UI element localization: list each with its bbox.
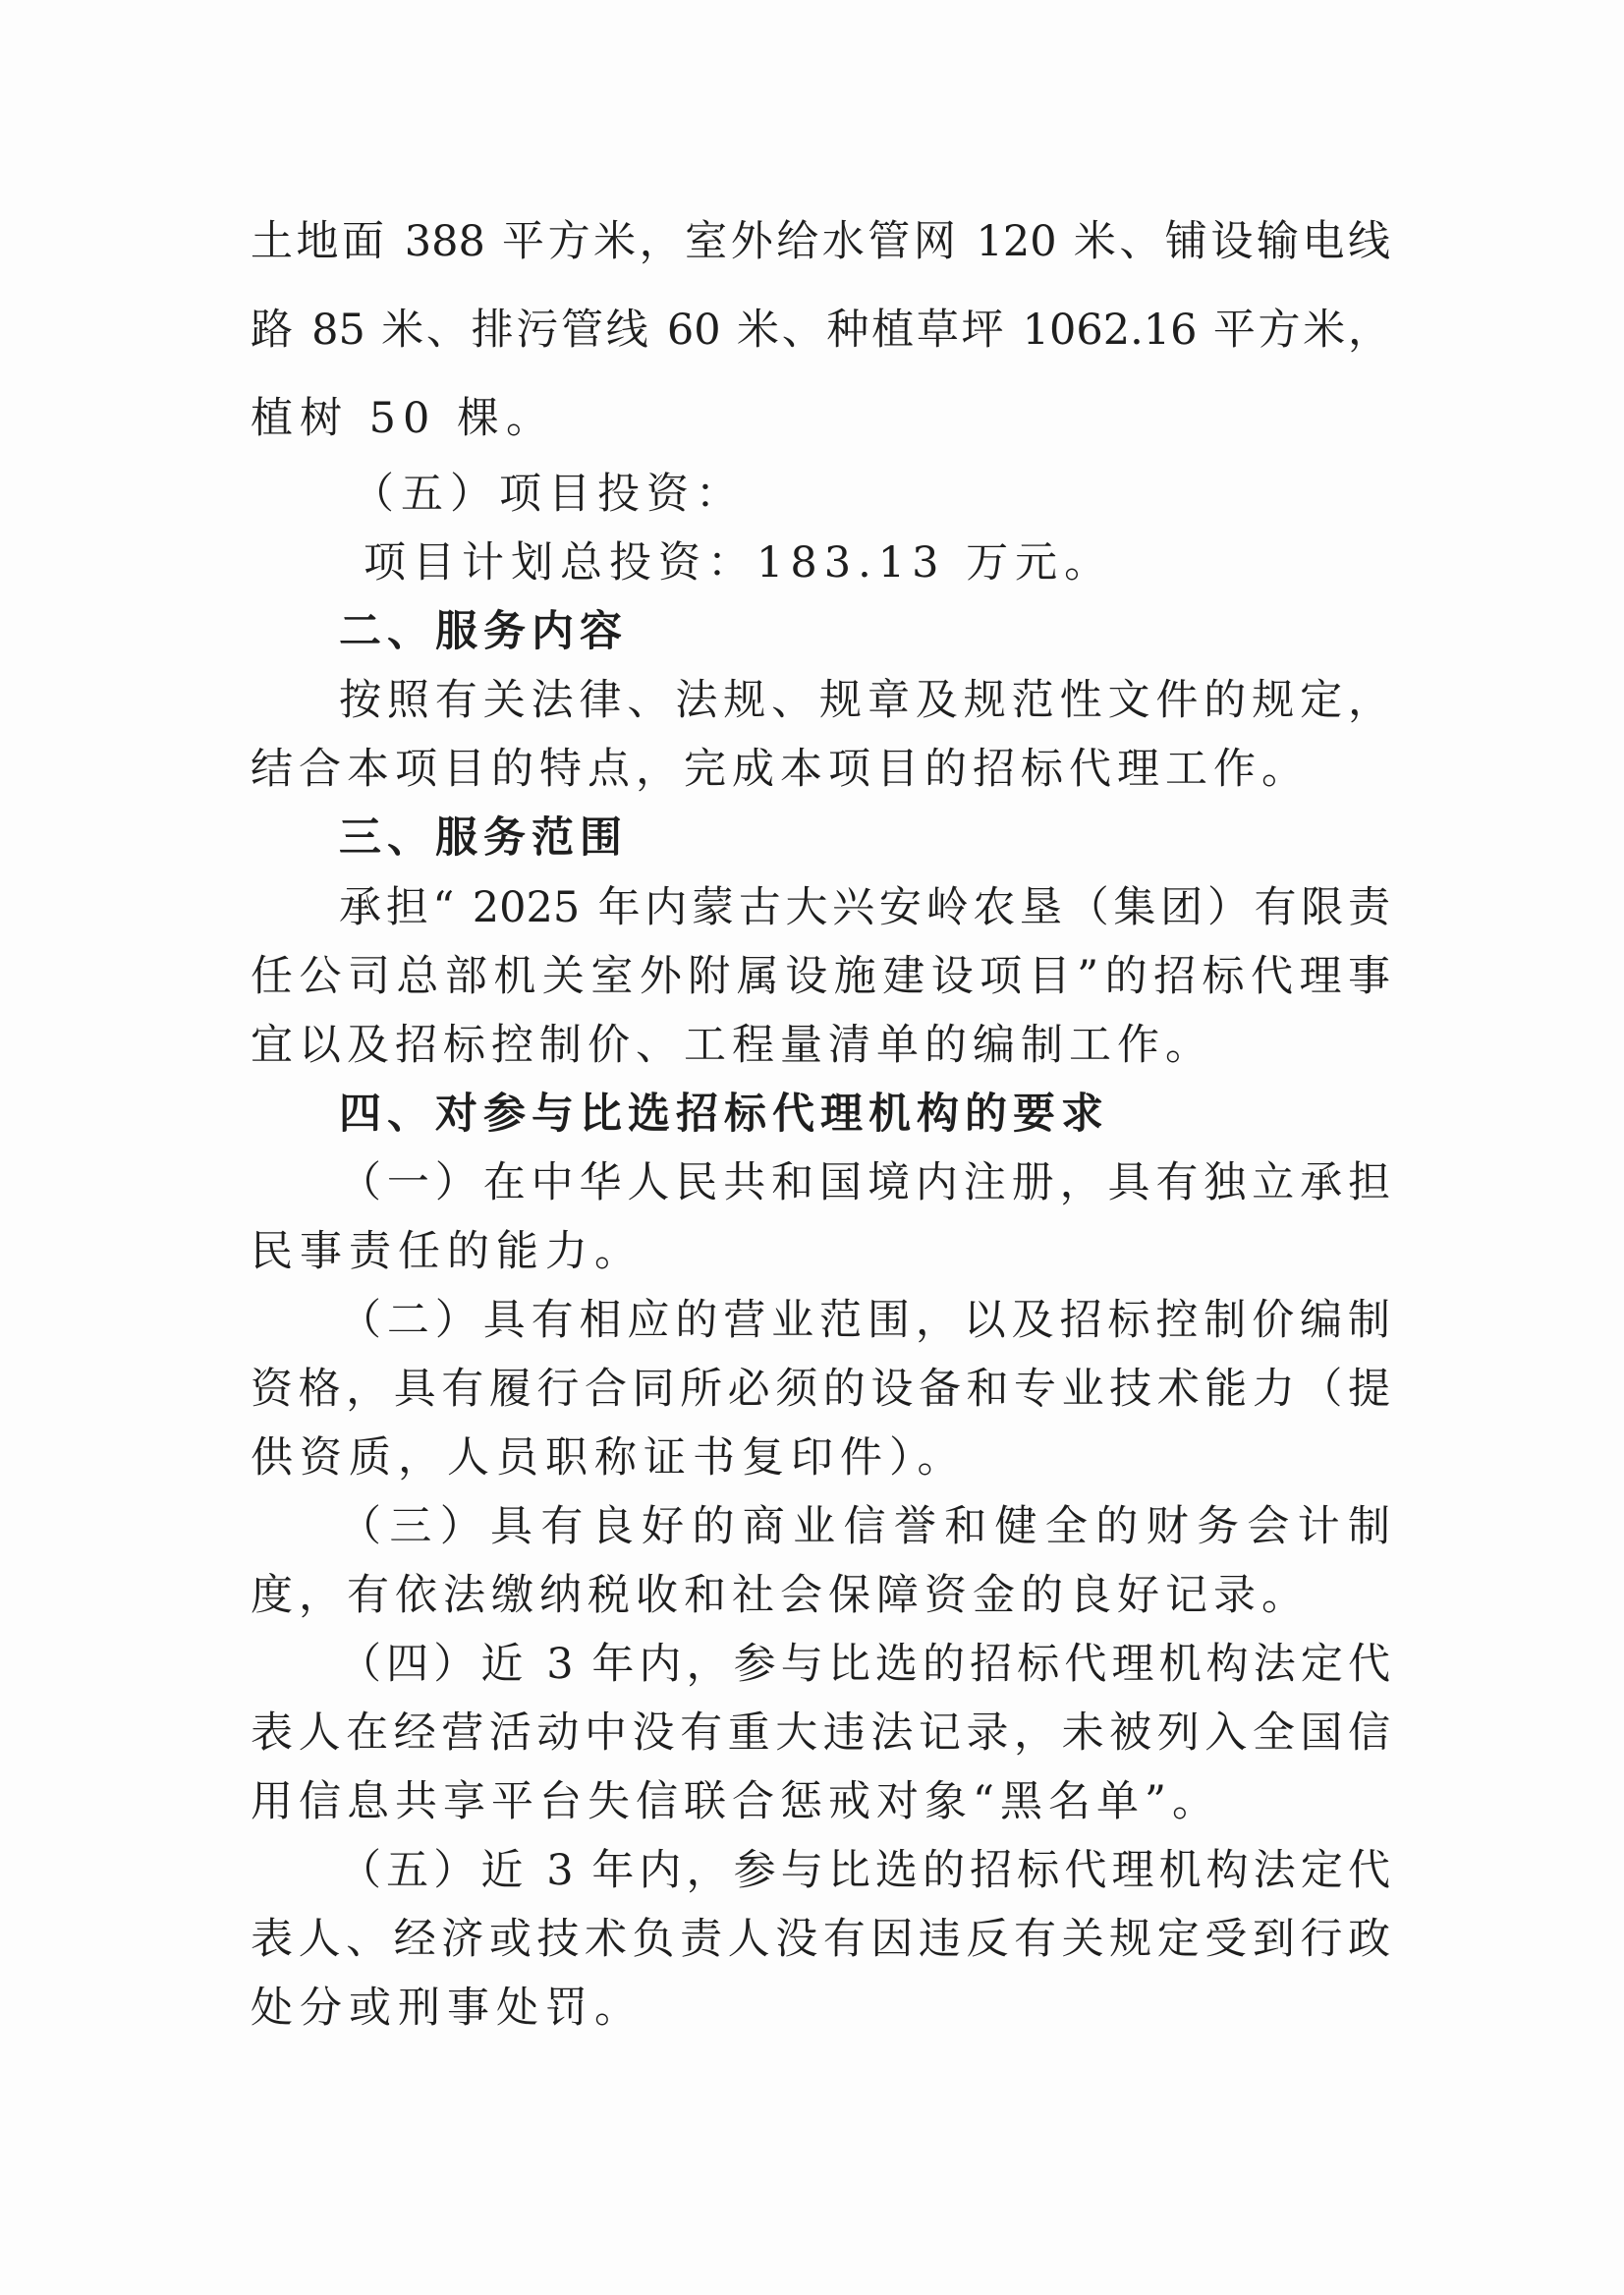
text-line: 处分或刑事处罚。: [251, 1984, 644, 2033]
text-line: （二）具有相应的营业范围，以及招标控制价编制: [339, 1296, 1390, 1345]
text-line: 表人、经济或技术负责人没有因违反有关规定受到行政: [251, 1915, 1390, 1964]
text-line: 项目计划总投资：183.13 万元。: [364, 538, 1114, 588]
text-line: 任公司总部机关室外附属设施建设项目”的招标代理事: [251, 952, 1390, 1001]
text-line: 用信息共享平台失信联合惩戒对象“黑名单”。: [251, 1777, 1220, 1826]
text-line: （四）近 3 年内，参与比选的招标代理机构法定代: [339, 1640, 1390, 1689]
text-line: 土地面 388 平方米，室外给水管网 120 米、铺设输电线: [251, 217, 1390, 266]
section-heading: 二、服务内容: [339, 607, 628, 656]
text-line: 路 85 米、排污管线 60 米、种植草坪 1062.16 平方米，: [251, 306, 1390, 355]
text-line: 宜以及招标控制价、工程量清单的编制工作。: [251, 1021, 1213, 1070]
text-line: 按照有关法律、法规、规章及规范性文件的规定，: [339, 676, 1390, 725]
section-heading: 四、对参与比选招标代理机构的要求: [339, 1090, 1109, 1139]
section-heading: 三、服务范围: [339, 813, 628, 863]
text-line: 资格，具有履行合同所必须的设备和专业技术能力（提: [251, 1365, 1390, 1414]
text-line: 表人在经营活动中没有重大违法记录，未被列入全国信: [251, 1708, 1390, 1758]
text-line: 度，有依法缴纳税收和社会保障资金的良好记录。: [251, 1571, 1310, 1620]
text-line: （三）具有良好的商业信誉和健全的财务会计制: [339, 1502, 1390, 1551]
text-line: 植树 50 棵。: [251, 394, 556, 443]
text-line: 结合本项目的特点，完成本项目的招标代理工作。: [251, 745, 1310, 794]
text-line: （五）近 3 年内，参与比选的招标代理机构法定代: [339, 1846, 1390, 1895]
section-subheading: （五）项目投资：: [352, 470, 745, 519]
text-line: （一）在中华人民共和国境内注册，具有独立承担: [339, 1158, 1390, 1207]
text-line: 供资质，人员职称证书复印件）。: [251, 1433, 967, 1483]
text-line: 承担“ 2025 年内蒙古大兴安岭农垦（集团）有限责: [339, 883, 1390, 932]
text-line: 民事责任的能力。: [251, 1227, 644, 1276]
